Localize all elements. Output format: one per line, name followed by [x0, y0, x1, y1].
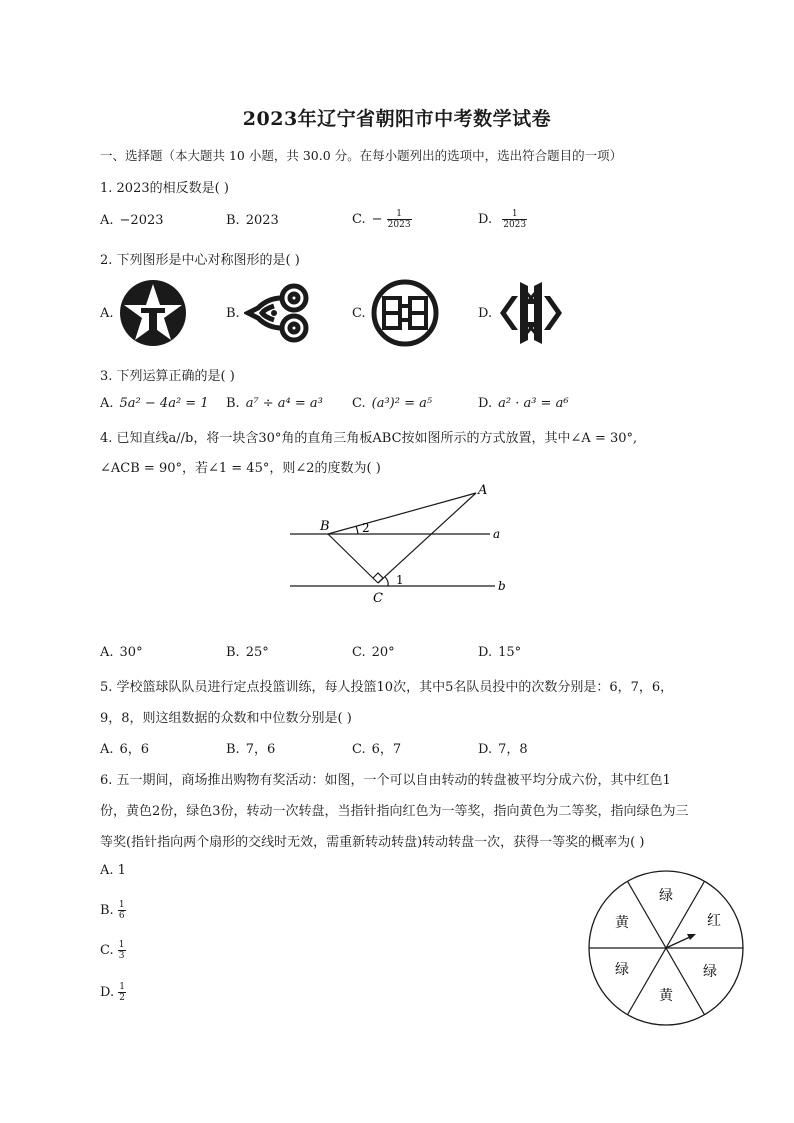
option-label: A. — [100, 863, 114, 878]
question-6-stem-line-2: 份，黄色2份，绿色3份，转动一次转盘，当指针指向红色为一等奖，指向黄色为二等奖，指向绿色为三 — [100, 804, 689, 819]
label-point-c: C — [373, 591, 383, 606]
q2-option-d[interactable] — [478, 278, 578, 350]
q6-option-d[interactable] — [100, 982, 126, 1003]
q2-option-a[interactable] — [100, 278, 200, 350]
fraction — [118, 982, 126, 1003]
option-label: D. — [478, 396, 493, 411]
sector-label-green: 绿 — [615, 962, 629, 978]
question-5-options — [100, 738, 700, 758]
sector-label-yellow: 黄 — [615, 915, 629, 931]
fraction — [118, 940, 126, 961]
q1-option-c[interactable] — [352, 209, 412, 230]
option-value: −2023 — [119, 213, 164, 228]
q2-option-c[interactable] — [352, 278, 452, 350]
fraction — [118, 900, 126, 921]
label-angle-1: 1 — [396, 573, 404, 587]
q3-option-c[interactable] — [352, 396, 432, 411]
option-value: 6，7 — [371, 742, 402, 757]
sector-label-red: 红 — [707, 913, 721, 929]
option-label: C. — [352, 396, 366, 411]
option-value: 6，6 — [119, 742, 150, 757]
option-label: A. — [100, 213, 114, 228]
fraction — [502, 209, 527, 230]
question-5-stem-line-2: 9，8，则这组数据的众数和中位数分别是( ) — [100, 711, 352, 726]
q3-option-d[interactable] — [478, 396, 569, 411]
label-angle-2: 2 — [362, 521, 370, 535]
q5-option-a[interactable] — [100, 738, 149, 757]
numerator: 1 — [118, 900, 125, 910]
q6-option-a[interactable] — [100, 863, 126, 878]
q6-option-b[interactable] — [100, 900, 126, 921]
option-value: 20° — [371, 645, 395, 660]
q4-option-b[interactable] — [226, 645, 269, 660]
option-label: D. — [100, 985, 115, 1000]
q4-geometry-figure — [280, 478, 520, 610]
label-point-a: A — [478, 483, 488, 498]
option-sign: − — [371, 212, 383, 227]
option-value: 7，6 — [245, 742, 276, 757]
label-line-a: a — [493, 527, 501, 541]
circle-gate-icon — [370, 278, 440, 348]
question-1-options — [100, 209, 700, 233]
q4-option-d[interactable] — [478, 645, 521, 660]
sector-label-green: 绿 — [703, 964, 717, 980]
question-1-stem: 1. 2023的相反数是( ) — [100, 181, 229, 196]
hexagon-bracket-icon — [496, 278, 566, 348]
numerator: 1 — [387, 209, 412, 220]
option-label: C. — [352, 645, 366, 660]
option-label: B. — [100, 903, 114, 918]
question-6-stem-line-3: 等奖(指针指向两个扇形的交线时无效，需重新转动转盘)转动转盘一次，获得一等奖的概率为( ) — [100, 835, 645, 850]
numerator: 1 — [119, 982, 125, 992]
sector-label-yellow: 黄 — [659, 988, 673, 1004]
segment-bc — [328, 534, 378, 583]
option-label: C. — [100, 943, 114, 958]
option-label: D. — [478, 645, 493, 660]
question-4-stem-line-1: 4. 已知直线a//b，将一块含30°角的直角三角板ABC按如图所示的方式放置，其中∠A = 30°, — [100, 431, 638, 446]
question-4-options — [100, 645, 700, 665]
label-line-b: b — [498, 579, 506, 593]
star-T-emblem-icon — [118, 278, 188, 348]
q2-option-b[interactable] — [226, 278, 326, 350]
q4-option-c[interactable] — [352, 645, 395, 660]
page-title: 2023年辽宁省朝阳市中考数学试卷 — [242, 108, 552, 130]
option-label: D. — [478, 742, 493, 757]
question-2-stem: 2. 下列图形是中心对称图形的是( ) — [100, 253, 300, 268]
label-point-b: B — [320, 519, 330, 534]
cloud-swirl-icon — [244, 280, 320, 346]
option-value: 2023 — [245, 213, 279, 228]
denominator: 6 — [118, 911, 125, 921]
denominator: 2023 — [503, 220, 527, 230]
option-label: A. — [100, 742, 114, 757]
q3-option-b[interactable] — [226, 396, 323, 411]
numerator: 1 — [502, 209, 527, 220]
denominator: 3 — [118, 951, 125, 961]
question-5-stem-line-1: 5. 学校篮球队队员进行定点投篮训练，每人投篮10次，其中5名队员投中的次数分别是：6，7，6， — [100, 680, 674, 695]
option-label: A. — [100, 396, 114, 411]
q1-option-d[interactable] — [478, 209, 527, 230]
question-3-options — [100, 396, 700, 416]
q3-option-a[interactable] — [100, 396, 209, 411]
option-value: 1 — [117, 863, 126, 878]
angle-2-arc — [356, 526, 358, 534]
option-label: B. — [226, 213, 240, 228]
option-label: B. — [226, 306, 240, 321]
sector-label-green: 绿 — [659, 888, 673, 904]
option-label: A. — [100, 645, 114, 660]
option-label: A. — [100, 306, 114, 321]
option-value: 15° — [498, 645, 522, 660]
q1-option-b[interactable] — [226, 213, 279, 228]
option-value: a⁷ ÷ a⁴ = a³ — [245, 396, 323, 411]
option-value: 25° — [245, 645, 269, 660]
q5-option-d[interactable] — [478, 738, 528, 757]
option-value: (a³)² = a⁵ — [371, 396, 433, 411]
q5-option-b[interactable] — [226, 738, 275, 757]
option-label: C. — [352, 306, 366, 321]
section-heading: 一、选择题（本大题共 10 小题，共 30.0 分。在每小题列出的选项中，选出符合题目的一项） — [100, 148, 623, 163]
question-6-stem-line-1: 6. 五一期间，商场推出购物有奖活动：如图，一个可以自由转动的转盘被平均分成六份，其中红色1 — [100, 773, 671, 788]
option-label: B. — [226, 396, 240, 411]
question-4-stem-line-2: ∠ACB = 90°，若∠1 = 45°，则∠2的度数为( ) — [100, 461, 381, 476]
q1-option-a[interactable] — [100, 213, 164, 228]
q4-option-a[interactable] — [100, 645, 143, 660]
fraction — [387, 209, 412, 230]
q5-option-c[interactable] — [352, 738, 401, 757]
option-label: C. — [352, 742, 366, 757]
denominator: 2 — [119, 993, 125, 1003]
question-3-stem: 3. 下列运算正确的是( ) — [100, 369, 235, 384]
option-value: 5a² − 4a² = 1 — [119, 396, 209, 411]
option-label: C. — [352, 212, 366, 227]
option-value: 7，8 — [498, 742, 528, 757]
option-label: D. — [478, 212, 493, 227]
denominator: 2023 — [387, 220, 411, 230]
option-value: 30° — [119, 645, 143, 660]
spinner-wheel-figure — [586, 868, 746, 1028]
right-angle-mark — [373, 573, 383, 583]
option-label: B. — [226, 742, 240, 757]
option-value: a² · a³ = a⁶ — [498, 396, 569, 411]
q6-option-c[interactable] — [100, 940, 126, 961]
angle-1-arc — [385, 577, 388, 586]
option-label: D. — [478, 306, 493, 321]
option-label: B. — [226, 645, 240, 660]
numerator: 1 — [118, 940, 125, 950]
